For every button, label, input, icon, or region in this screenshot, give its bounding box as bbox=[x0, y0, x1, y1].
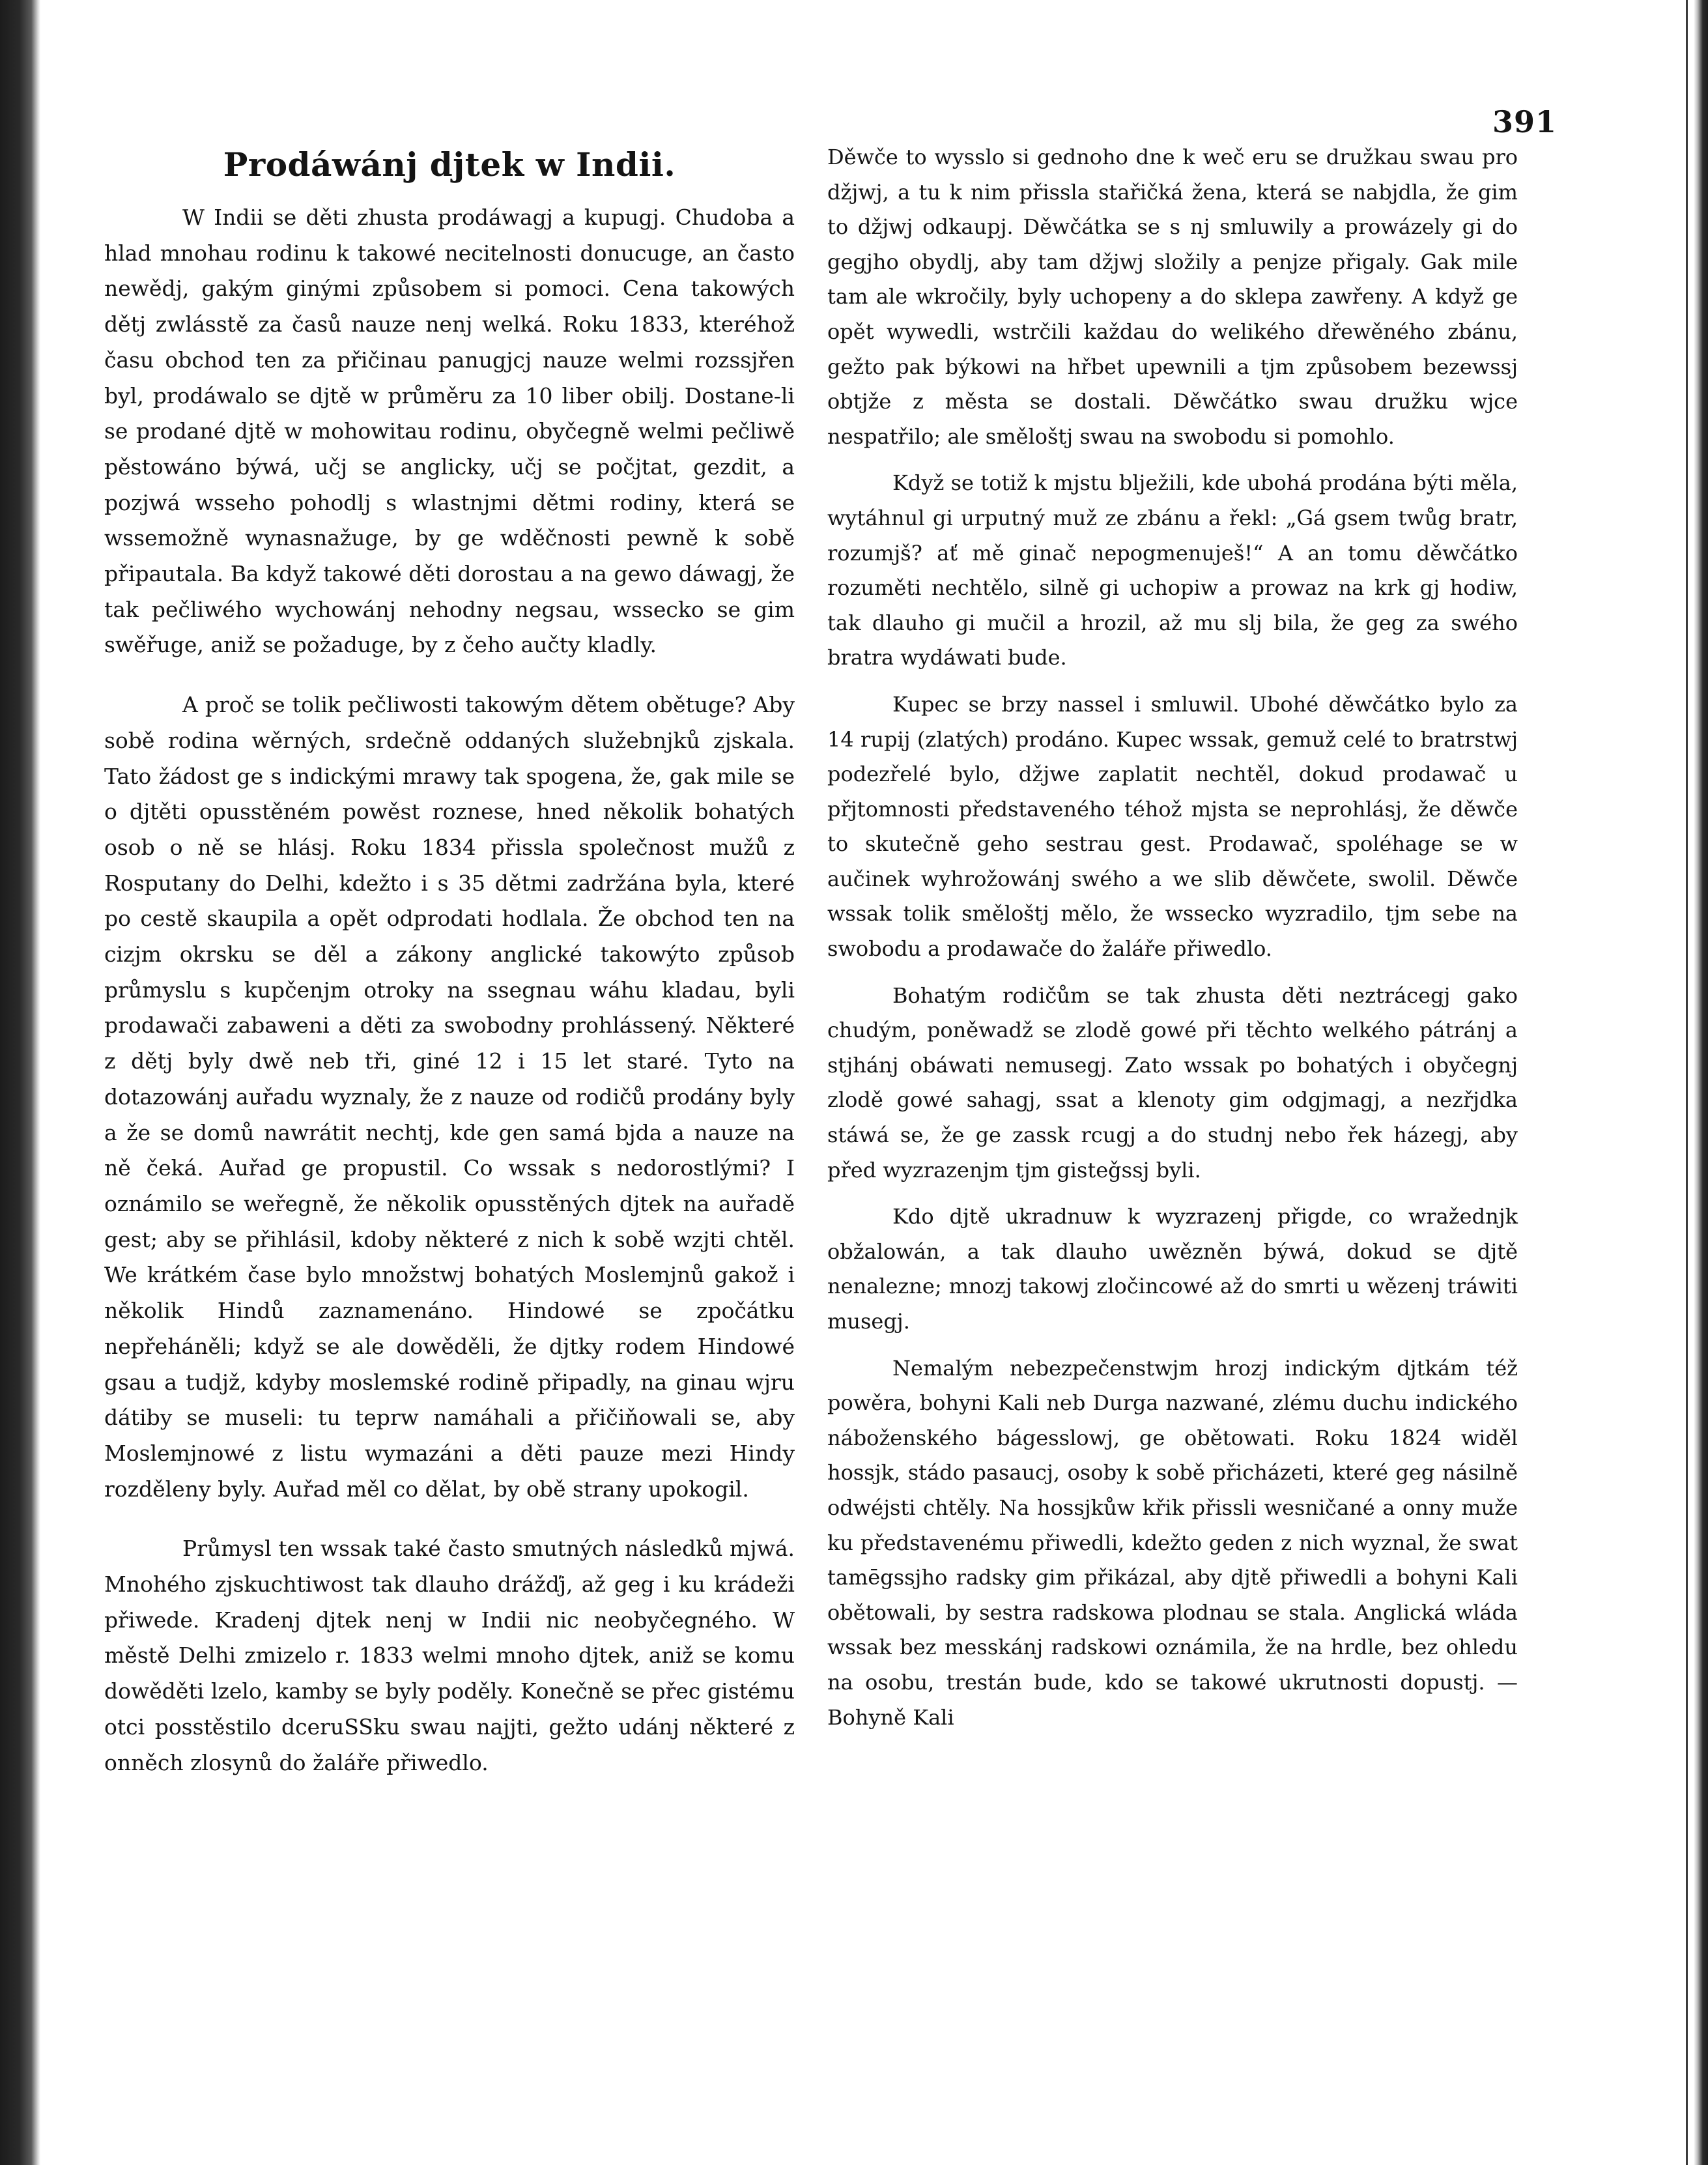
right-column bbox=[827, 140, 1518, 1735]
page-number: 391 bbox=[1492, 104, 1557, 139]
left-column bbox=[104, 140, 795, 1781]
paragraph: Kupec se brzy nassel i smluwil. Ubohé děwčátko bylo za 14 rupij (zlatých) prodáno. Kupec wssak, gemuž celé to bratrstwj podezřelé bylo, džjwe zaplatit nechtěl, dokud prodawač u přjtomnosti představeného téhož mjsta se neprohlásj, že děwče to skutečně geho sestrau gest. Prodawač, spoléhage se w aučinek wyhrožowánj swého a we slib děwčete, swolil. Děwče wssak tolik směloštj mělo, že wssecko wyzradilo, tjm sebe na swobodu a prodawače do žaláře přiwedlo. bbox=[827, 691, 1518, 962]
paragraph: A proč se tolik pečliwosti takowým dětem obětuge? Aby sobě rodina wěrných, srdečně oddaných služebnjků zjskala. Tato žádost ge s indickými mrawy tak spogena, že, gak mile se o djtěti opusstěném powěst roznese, hned několik bohatých osob o ně se hlásj. Roku 1834 přissla společnost mužů z Rosputany do Delhi, kdežto i s 35 dětmi zadržána byla, které po cestě skaupila a opět odprodati hodlala. Že obchod ten na cizjm okrsku se děl a zákony anglické takowýto způsob průmyslu s kupčenjm otroky na ssegnau wáhu kladau, byli prodawači zabaweni a děti za swobodny prohlássený. Některé z dětj byly dwě neb tři, giné 12 i 15 let staré. Tyto na dotazowánj auřadu wyznaly, že z nauze od rodičů prodány byly a že se domů nawrátit nechtj, kde gen samá bjda a nauze na ně čeká. Auřad ge propustil. Co wssak s nedorostlými? I oznámilo se weřegně, že několik opusstěných djtek na auřadě gest; aby se přihlásil, kdoby některé z nich k sobě wzjti chtěl. We krátkém čase bylo množstwj bohatých Moslemjnů gakož i několik Hindů zaznamenáno. Hindowé se zpočátku nepřeháněli; když se ale dowěděli, že djtky rodem Hindowé gsau a tudjž, kdyby moslemské rodině připadly, na ginau wjru dátiby se museli: tu teprw namáhali a přičiňowali se, aby Moslemjnowé z listu wymazáni a děti pauze mezi Hindy rozděleny byly. Auřad měl co dělat, by obě strany upokogil. bbox=[104, 692, 795, 1502]
paragraph: W Indii se děti zhusta prodáwagj a kupugj. Chudoba a hlad mnohau rodinu k takowé necitelnosti donucuge, an často newědj, gakým ginými způsobem si pomoci. Cena takowých dětj zwlásstě za časů nauze nenj welká. Roku 1833, kteréhož času obchod ten za přičinau panugjcj nauze welmi rozssjřen byl, prodáwalo se djtě w průměru za 10 liber obilj. Dostane-li se prodané djtě w mohowitau rodinu, obyčegně welmi pečliwě pěstowáno býwá, učj se anglicky, učj se počjtat, gezdit, a pozjwá wsseho pohodlj s wlastnjmi dětmi rodiny, která se wssemožně wynasnažuge, by ge wděčnosti pewně k sobě připautala. Ba když takowé děti dorostau a na gewo dáwagj, že tak pečliwého wychowánj nehodny negsau, wssecko se gim swěřuge, aniž se požaduge, by z čeho aučty kladly. bbox=[104, 205, 795, 658]
page-edge-shadow bbox=[1694, 0, 1708, 2165]
paragraph: Nemalým nebezpečenstwjm hrozj indickým djtkám též powěra, bohyni Kali neb Durga nazwané, zlému duchu indického náboženského bágesslowj, ge obětowati. Roku 1824 widěl hossjk, stádo pasaucj, osoby k sobě přicházeti, které geg násilně odwéjsti chtěly. Na hossjkůw křik přissli wesničané a onny muže ku představenému přiwedli, kdežto geden z nich wyznal, že swat tamēgssjho radsky gim přikázal, aby djtě přiwedli a bohyni Kali obětowali, by sestra radskowa plodnau se stala. Anglická wláda wssak bez messkánj radskowi oznámila, že na hrdle, bez ohledu na osobu, trestán bude, kdo se takowé ukrutnosti dopustj. — Bohyně Kali bbox=[827, 1355, 1518, 1730]
paragraph: Průmysl ten wssak také často smutných následků mjwá. Mnohého zjskuchtiwost tak dlauho drážďj, až geg i ku krádeži přiwede. Kradenj djtek nenj w Indii nic neobyčegného. W městě Delhi zmizelo r. 1833 welmi mnoho djtek, aniž se komu dowěděti lzelo, kamby se byly poděly. Konečně se přec gistému otci posstěstilo dceruSSku swau najjti, gežto udánj některé z onněch zlosynů do žaláře přiwedlo. bbox=[104, 1536, 795, 1775]
article-title: Prodáwánj djtek w Indii. bbox=[223, 145, 676, 184]
paragraph: Když se totiž k mjstu blježili, kde ubohá prodána býti měla, wytáhnul gi urputný muž ze zbánu a řekl: „Gá gsem twůg bratr, rozumjš? ať mě ginač nepogmenuješ!“ A an tomu děwčátko rozuměti nechtělo, silně gi uchopiw a prowaz na krk gj hodiw, tak dlauho gi mučil a hrozil, až mu slj bila, že geg za swého bratra wydáwati bude. bbox=[827, 470, 1518, 670]
page-edge-rule bbox=[1686, 0, 1688, 2165]
book-gutter-shadow bbox=[0, 0, 40, 2165]
paragraph: Děwče to wysslo si gednoho dne k weč eru se družkau swau pro džjwj, a tu k nim přissla stařičká žena, která se nabjdla, že gim to džjwj odkaupj. Děwčátka se s nj smluwily a prowázely gi do gegjho obydlj, aby tam džjwj složily a penjze přigaly. Gak mile tam ale wkročily, byly uchopeny a do sklepa zawřeny. A když ge opět wywedli, wstrčili každau do welikého dřewěného zbánu, gežto pak býkowi na hřbet upewnili a tjm způsobem bezewssj obtjže z města se dostali. Děwčátko swau družku wjce nespatřilo; ale směloštj swau na swobodu si pomohlo. bbox=[827, 145, 1518, 449]
paragraph: Bohatým rodičům se tak zhusta děti neztrácegj gako chudým, poněwadž se zlodě gowé při těchto welkého pátránj a stjhánj obáwati nemusegj. Zato wssak po bohatých i obyčegnj zlodě gowé sahagj, ssat a klenoty gim odgjmagj, a nezřjdka stáwá se, že ge zassk rcugj a do studnj nebo řek házegj, aby před wyzrazenjm tjm gisteǧssj byli. bbox=[827, 982, 1518, 1183]
paragraph: Kdo djtě ukradnuw k wyzrazenj přigde, co wražednjk obžalowán, a tak dlauho uwězněn býwá, dokud se djtě nenalezne; mnozj takowj zločincowé až do smrti u wězenj tráwiti musegj. bbox=[827, 1204, 1518, 1334]
